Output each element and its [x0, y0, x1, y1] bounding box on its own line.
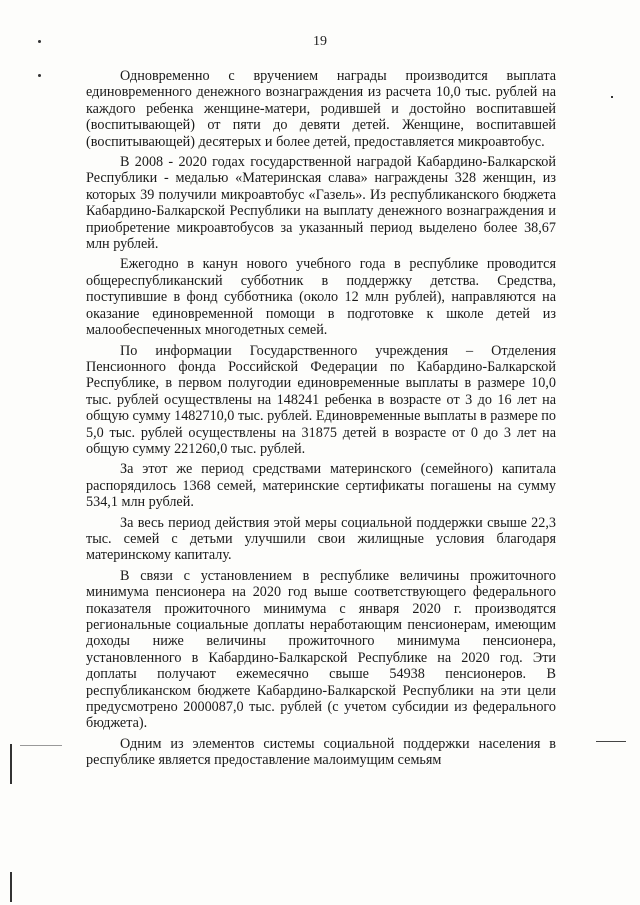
scan-dash	[20, 745, 62, 746]
paragraph-5: За этот же период средствами материнского (семейного) капитала распорядилось 1368 семей, материнские сертификаты погашены на сумму 534,1 млн рублей.	[86, 461, 556, 511]
paragraph-7: В связи с установлением в республике величины прожиточного минимума пенсионера на 2020 год выше соответствующего федерального показателя прожиточного минимума с января 2020 г. производятся региональные социальные доплаты неработающим пенсионерам, имеющим доходы ниже величины прожиточного минимума пенсионера, установленного в Кабардино-Балкарской Республике на 2020 год. Эти доплаты получают ежемесячно свыше 54938 пенсионеров. В республиканском бюджете Кабардино-Балкарской Республики на эти цели предусмотрено 2000087,0 тыс. рублей (с учетом субсидии из федерального бюджета).	[86, 567, 556, 732]
document-body	[86, 68, 556, 769]
scan-speck	[611, 96, 613, 98]
scan-speck	[38, 74, 41, 77]
page-number: 19	[313, 34, 327, 49]
scan-speck	[38, 40, 41, 43]
paragraph-3: Ежегодно в канун нового учебного года в республике проводится общереспубликанский субботник в поддержку детства. Средства, поступившие в фонд субботника (около 12 млн рублей), направляются на оказание единовременной помощи в подготовке к школе детей из малообеспеченных многодетных семей.	[86, 256, 556, 339]
paragraph-8: Одним из элементов системы социальной поддержки населения в республике является предоставление малоимущим семьям	[86, 735, 556, 769]
paragraph-6: За весь период действия этой меры социальной поддержки свыше 22,3 тыс. семей с детьми улучшили свои жилищные условия благодаря материнскому капиталу.	[86, 514, 556, 564]
scan-edge-mark	[10, 744, 12, 784]
paragraph-1: Одновременно с вручением награды производится выплата единовременного денежного вознаграждения из расчета 10,0 тыс. рублей на каждого ребенка женщине-матери, родившей и достойно воспитавшей (воспитывающей) от пяти до девяти детей. Женщине, воспитавшей (воспитывающей) десятерых и более детей, предоставляется микроавтобус.	[86, 68, 556, 150]
scan-dash	[596, 741, 626, 742]
scan-edge-mark	[10, 872, 12, 902]
paragraph-2: В 2008 - 2020 годах государственной наградой Кабардино-Балкарской Республики - медалью «Материнская слава» награждены 328 женщин, из которых 39 получили микроавтобус «Газель». Из республиканского бюджета Кабардино-Балкарской Республики на выплату денежного вознаграждения и приобретение микроавтобусов за указанный период выделено более 38,67 млн рублей.	[86, 154, 556, 253]
paragraph-4: По информации Государственного учреждения – Отделения Пенсионного фонда Российской Федерации по Кабардино-Балкарской Республике, в первом полугодии единовременные выплаты в размере 10,0 тыс. рублей осуществлены на 148241 ребенка в возрасте от 3 до 16 лет на общую сумму 1482710,0 тыс. рублей. Единовременные выплаты в размере по 5,0 тыс. рублей осуществлены на 31875 детей в возрасте от 0 до 3 лет на общую сумму 221260,0 тыс. рублей.	[86, 342, 556, 457]
